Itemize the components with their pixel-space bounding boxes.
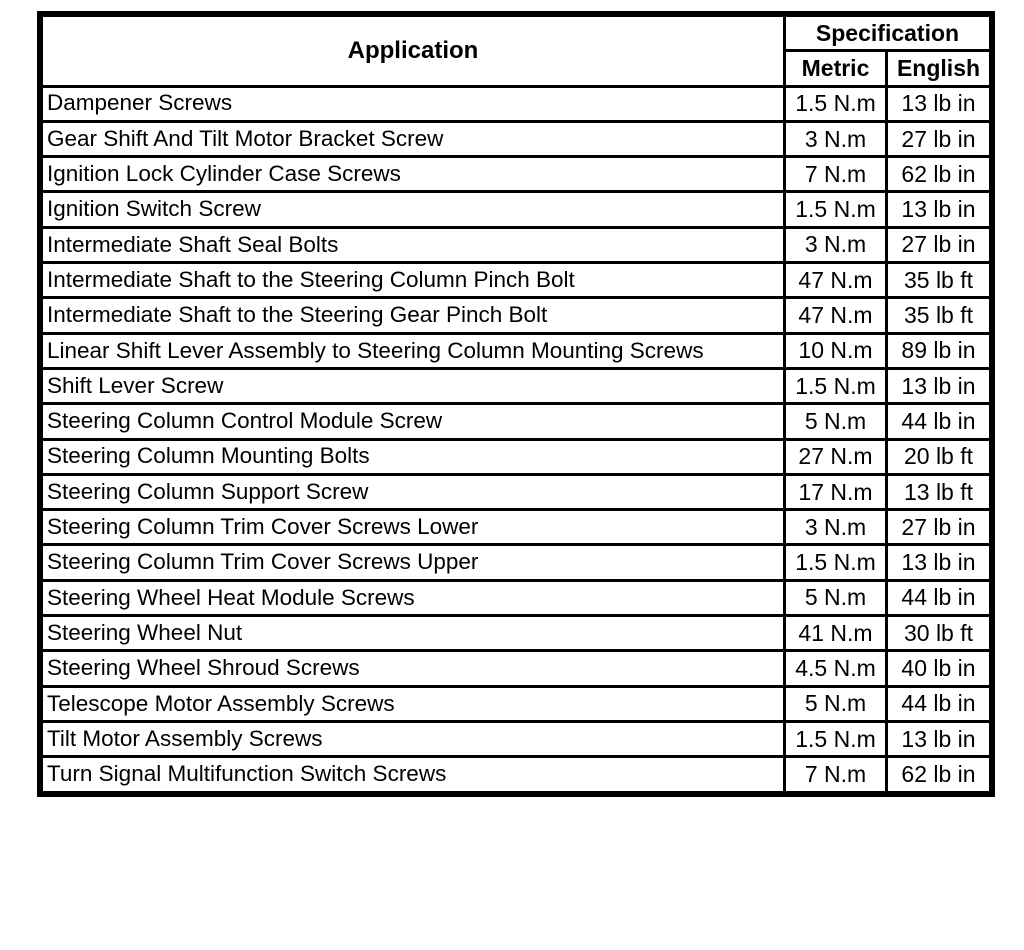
- english-header: English: [887, 51, 991, 86]
- table-row: [42, 86, 991, 121]
- metric-cell: 7 N.m: [785, 757, 887, 792]
- specification-header: Specification: [785, 16, 991, 51]
- english-cell: 62 lb in: [887, 757, 991, 792]
- table-row: [42, 616, 991, 651]
- table-row: [42, 510, 991, 545]
- metric-cell: 7 N.m: [785, 157, 887, 192]
- english-cell: 44 lb in: [887, 686, 991, 721]
- metric-cell: 1.5 N.m: [785, 721, 887, 756]
- table-row: [42, 333, 991, 368]
- metric-cell: 47 N.m: [785, 298, 887, 333]
- application-cell: Ignition Switch Screw: [42, 192, 785, 227]
- application-cell: Shift Lever Screw: [42, 368, 785, 403]
- metric-cell: 1.5 N.m: [785, 86, 887, 121]
- metric-cell: 1.5 N.m: [785, 192, 887, 227]
- application-cell: Steering Column Trim Cover Screws Upper: [42, 545, 785, 580]
- metric-cell: 1.5 N.m: [785, 368, 887, 403]
- application-cell: Intermediate Shaft to the Steering Gear Pinch Bolt: [42, 298, 785, 333]
- metric-cell: 41 N.m: [785, 616, 887, 651]
- metric-header: Metric: [785, 51, 887, 86]
- application-cell: Steering Column Trim Cover Screws Lower: [42, 510, 785, 545]
- metric-cell: 27 N.m: [785, 439, 887, 474]
- application-cell: Intermediate Shaft to the Steering Column Pinch Bolt: [42, 263, 785, 298]
- english-cell: 13 lb ft: [887, 474, 991, 509]
- table-row: [42, 121, 991, 156]
- english-cell: 62 lb in: [887, 157, 991, 192]
- application-cell: Steering Wheel Heat Module Screws: [42, 580, 785, 615]
- table-row: [42, 404, 991, 439]
- english-cell: 89 lb in: [887, 333, 991, 368]
- english-cell: 27 lb in: [887, 121, 991, 156]
- table-row: [42, 580, 991, 615]
- application-cell: Tilt Motor Assembly Screws: [42, 721, 785, 756]
- english-cell: 40 lb in: [887, 651, 991, 686]
- application-cell: Steering Wheel Nut: [42, 616, 785, 651]
- english-cell: 35 lb ft: [887, 263, 991, 298]
- table-row: [42, 545, 991, 580]
- english-cell: 13 lb in: [887, 86, 991, 121]
- fastener-spec-table: [40, 14, 992, 794]
- metric-cell: 3 N.m: [785, 227, 887, 262]
- table-row: [42, 686, 991, 721]
- table-row: [42, 757, 991, 792]
- table-row: [42, 192, 991, 227]
- english-cell: 44 lb in: [887, 580, 991, 615]
- application-cell: Steering Wheel Shroud Screws: [42, 651, 785, 686]
- application-cell: Steering Column Control Module Screw: [42, 404, 785, 439]
- metric-cell: 5 N.m: [785, 580, 887, 615]
- metric-cell: 1.5 N.m: [785, 545, 887, 580]
- application-cell: Dampener Screws: [42, 86, 785, 121]
- application-cell: Gear Shift And Tilt Motor Bracket Screw: [42, 121, 785, 156]
- application-cell: Steering Column Support Screw: [42, 474, 785, 509]
- english-cell: 27 lb in: [887, 510, 991, 545]
- application-header: Application: [42, 16, 785, 87]
- table-row: [42, 439, 991, 474]
- table-body: [42, 86, 991, 792]
- metric-cell: 5 N.m: [785, 686, 887, 721]
- table-row: [42, 474, 991, 509]
- table-row: [42, 368, 991, 403]
- metric-cell: 4.5 N.m: [785, 651, 887, 686]
- english-cell: 35 lb ft: [887, 298, 991, 333]
- english-cell: 13 lb in: [887, 545, 991, 580]
- table-row: [42, 263, 991, 298]
- application-cell: Intermediate Shaft Seal Bolts: [42, 227, 785, 262]
- metric-cell: 10 N.m: [785, 333, 887, 368]
- application-cell: Linear Shift Lever Assembly to Steering Column Mounting Screws: [42, 333, 785, 368]
- application-cell: Ignition Lock Cylinder Case Screws: [42, 157, 785, 192]
- english-cell: 13 lb in: [887, 368, 991, 403]
- metric-cell: 17 N.m: [785, 474, 887, 509]
- application-cell: Telescope Motor Assembly Screws: [42, 686, 785, 721]
- table-row: [42, 227, 991, 262]
- table-row: [42, 651, 991, 686]
- table-row: [42, 157, 991, 192]
- table-header: [42, 16, 991, 87]
- table-row: [42, 721, 991, 756]
- metric-cell: 3 N.m: [785, 121, 887, 156]
- metric-cell: 5 N.m: [785, 404, 887, 439]
- english-cell: 20 lb ft: [887, 439, 991, 474]
- english-cell: 30 lb ft: [887, 616, 991, 651]
- english-cell: 13 lb in: [887, 721, 991, 756]
- application-cell: Steering Column Mounting Bolts: [42, 439, 785, 474]
- metric-cell: 47 N.m: [785, 263, 887, 298]
- header-row-top: [42, 16, 991, 51]
- metric-cell: 3 N.m: [785, 510, 887, 545]
- table-row: [42, 298, 991, 333]
- english-cell: 44 lb in: [887, 404, 991, 439]
- application-cell: Turn Signal Multifunction Switch Screws: [42, 757, 785, 792]
- english-cell: 27 lb in: [887, 227, 991, 262]
- english-cell: 13 lb in: [887, 192, 991, 227]
